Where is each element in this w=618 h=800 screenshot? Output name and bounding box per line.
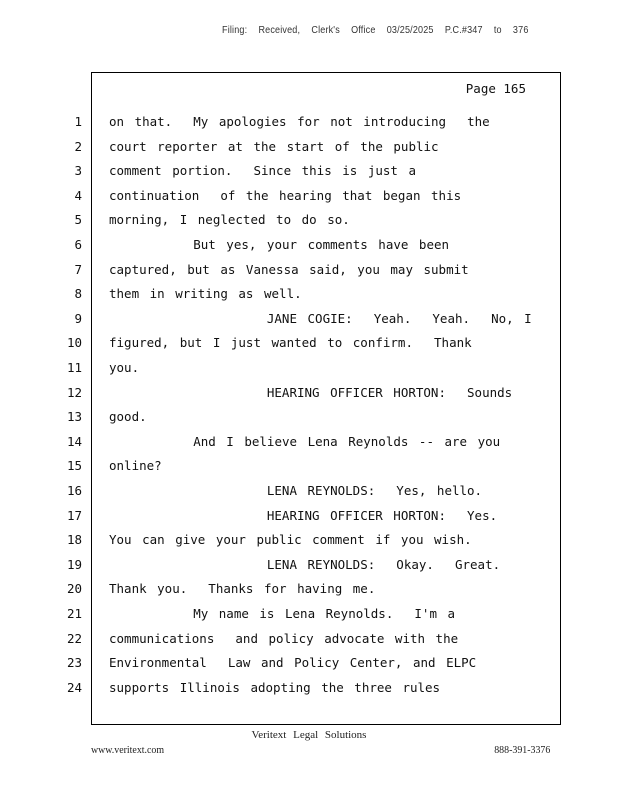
line-number: 21 <box>66 606 82 621</box>
transcript-line-text: good. <box>109 409 147 425</box>
transcript-line-text: them in writing as well. <box>109 286 302 302</box>
transcript-line-text: communications and policy advocate with the <box>109 630 459 646</box>
pc-number: P.C.#347 <box>444 24 483 36</box>
line-number: 12 <box>66 384 82 400</box>
clerks-label: Clerk's <box>311 24 340 36</box>
page-number: Page 165 <box>465 81 526 96</box>
transcript-line-text: LENA REYNOLDS: Okay. Great. <box>109 556 501 572</box>
transcript-line-text: comment portion. Since this is just a <box>109 163 416 179</box>
line-number: 5 <box>74 212 82 228</box>
line-number: 20 <box>66 581 82 597</box>
transcript-line-text: court reporter at the start of the public <box>109 138 439 154</box>
transcript-line-text: HEARING OFFICER HORTON: Yes. <box>109 507 498 523</box>
transcript-line-text: But yes, your comments have been <box>109 237 450 252</box>
transcript-line-text: figured, but I just wanted to confirm. Thank <box>109 335 472 351</box>
to-label: to <box>493 24 502 36</box>
received-label: Received, <box>258 24 301 36</box>
line-number: 13 <box>66 409 82 425</box>
transcript-line-text: My name is Lena Reynolds. I'm a <box>109 606 456 621</box>
transcript-line-text: morning, I neglected to do so. <box>109 212 350 228</box>
line-number: 11 <box>66 360 82 375</box>
office-label: Office <box>351 24 376 36</box>
filing-date: 03/25/2025 <box>386 24 434 36</box>
transcript-line-text: continuation of the hearing that began this <box>109 187 462 203</box>
line-number: 10 <box>66 335 82 351</box>
transcript-line-text: HEARING OFFICER HORTON: Sounds <box>109 384 513 400</box>
line-number: 1 <box>74 114 82 129</box>
line-number: 7 <box>74 261 82 277</box>
line-number: 24 <box>66 679 82 695</box>
footer-phone: 888-391-3376 <box>493 744 550 756</box>
transcript-line-text: You can give your public comment if you wish. <box>109 532 472 548</box>
line-number: 3 <box>74 163 82 179</box>
filing-label: Filing: <box>222 24 248 36</box>
line-number: 16 <box>66 483 82 498</box>
line-number: 14 <box>66 433 82 449</box>
transcript-line-text: captured, but as Vanessa said, you may submit <box>109 261 469 277</box>
line-number: 15 <box>66 458 82 474</box>
transcript-line-text: Environmental Law and Policy Center, and ELPC <box>109 655 477 671</box>
transcript-line-text: you. <box>109 360 140 375</box>
transcript-line-text: online? <box>109 458 162 474</box>
transcript-line-text: JANE COGIE: Yeah. Yeah. No, I <box>109 310 532 326</box>
line-number: 2 <box>74 138 82 154</box>
line-number: 18 <box>66 532 82 548</box>
line-number: 9 <box>74 310 82 326</box>
line-number: 4 <box>74 187 82 203</box>
transcript-line-text: on that. My apologies for not introducing the <box>109 114 490 129</box>
footer-website: www.veritext.com <box>91 744 165 756</box>
transcript-line-text: supports Illinois adopting the three rules <box>109 679 441 695</box>
footer-company: Veritext Legal Solutions <box>251 729 367 741</box>
transcript-line-text: And I believe Lena Reynolds -- are you <box>109 433 501 449</box>
line-number: 8 <box>74 286 82 302</box>
transcript-line-text: Thank you. Thanks for having me. <box>109 581 376 597</box>
line-number: 6 <box>74 237 82 252</box>
filing-stamp <box>222 24 540 36</box>
page-count: 376 <box>512 24 529 36</box>
line-number: 17 <box>66 507 82 523</box>
line-number: 19 <box>66 556 82 572</box>
transcript-line-text: LENA REYNOLDS: Yes, hello. <box>109 483 483 498</box>
line-number: 22 <box>66 630 82 646</box>
line-number: 23 <box>66 655 82 671</box>
